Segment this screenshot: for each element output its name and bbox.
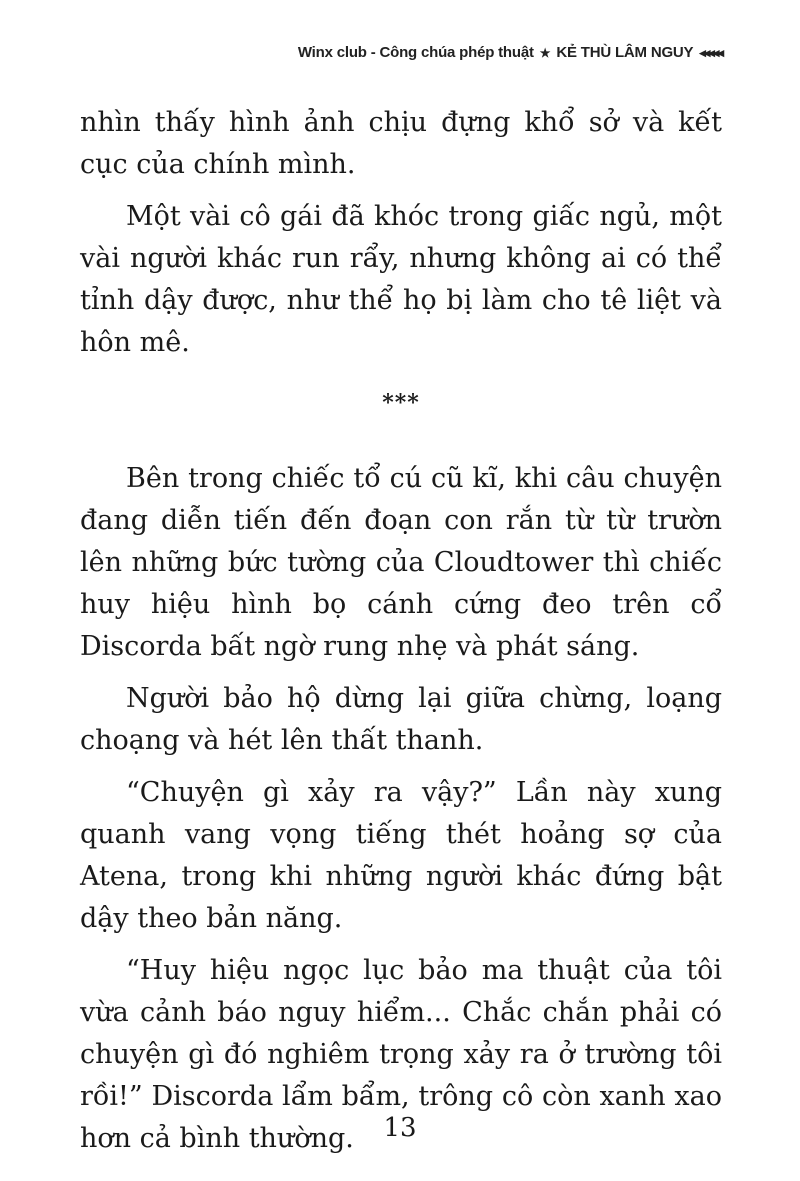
paragraph-3: Bên trong chiếc tổ cú cũ kĩ, khi câu chuyện đang diễn tiến đến đoạn con rắn từ từ trườn lên những bức tường của Cloudtower thì chiếc huy hiệu hình bọ cánh cứng đeo trên cổ Discorda bất ngờ rung nhẹ và phát sáng. bbox=[80, 463, 722, 662]
paragraph-1: nhìn thấy hình ảnh chịu đựng khổ sở và kết cục của chính mình. bbox=[80, 107, 722, 180]
paragraph-4: Người bảo hộ dừng lại giữa chừng, loạng choạng và hét lên thất thanh. bbox=[80, 683, 722, 756]
star-separator-icon: ★ bbox=[539, 45, 551, 60]
running-header bbox=[298, 44, 722, 61]
scene-break: *** bbox=[382, 390, 420, 416]
arrow-decoration-icon: ◂◂◂◂◂ bbox=[699, 44, 722, 60]
paragraph-5: “Chuyện gì xảy ra vậy?” Lần này xung quanh vang vọng tiếng thét hoảng sợ của Atena, trong khi những người khác đứng bật dậy theo bản năng. bbox=[80, 777, 722, 934]
book-title: KẺ THÙ LÂM NGUY bbox=[556, 44, 694, 61]
paragraph-6: “Huy hiệu ngọc lục bảo ma thuật của tôi vừa cảnh báo nguy hiểm... Chắc chắn phải có chuyện gì đó nghiêm trọng xảy ra ở trường tôi rồi!” Discorda lẩm bẩm, trông cô còn xanh xao hơn cả bình thường. bbox=[80, 955, 722, 1154]
page-number: 13 bbox=[383, 1113, 417, 1143]
series-title: Winx club - Công chúa phép thuật bbox=[297, 44, 534, 61]
paragraph-2: Một vài cô gái đã khóc trong giấc ngủ, một vài người khác run rẩy, nhưng không ai có thể tỉnh dậy được, như thể họ bị làm cho tê liệt và hôn mê. bbox=[80, 201, 722, 358]
page-body bbox=[80, 102, 722, 1170]
